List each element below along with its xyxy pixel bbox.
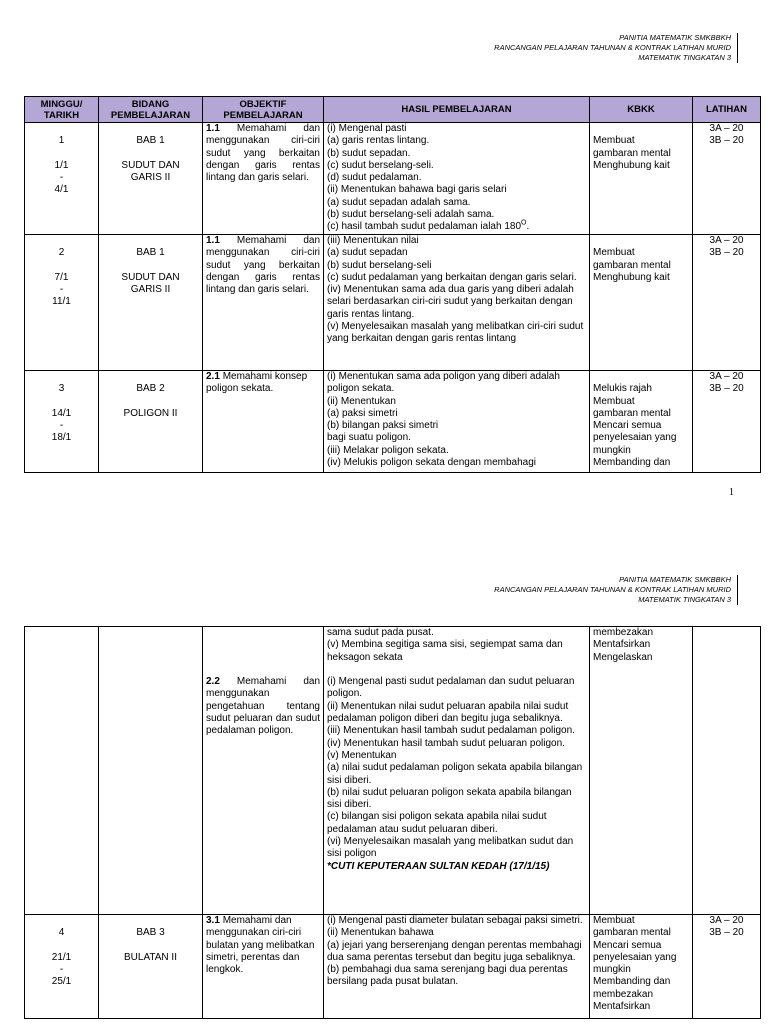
header-line-3: MATEMATIK TINGKATAN 3: [638, 53, 731, 62]
lesson-plan-table: [24, 96, 761, 473]
exercise-cell: 3A – 20 3B – 20: [693, 123, 761, 235]
col-objektif: OBJEKTIF PEMBELAJARAN: [203, 97, 324, 123]
col-minggu: MINGGU/ TARIKH: [25, 97, 99, 123]
header-line-1: PANITIA MATEMATIK SMKBBKH: [619, 575, 731, 584]
outcome-cell: sama sudut pada pusat. (v) Membina segitiga sama sisi, segiempat sama dan heksagon sekata (i) Mengenal pasti sudut pedalaman dan sudut peluaran poligon. (ii) Menentukan nilai sudut peluaran apabila nilai sudut pedalaman poligon diberi dan begitu juga sebaliknya. (iii) Menentukan hasil tambah sudut pedalaman poligon. (iv) Menentukan hasil tambah sudut peluaran poligon. (v) Menentukan (a) nilai sudut pedalaman poligon sekata apabila bilangan sisi diberi. (b) nilai sudut peluaran poligon sekata apabila bilangan sisi diberi. (c) bilangan sisi poligon sekata apabila nilai sudut pedalaman atau sudut peluaran diberi. (vi) Menyelesaikan masalah yang melibatkan sudut dan sisi poligon *CUTI KEPUTERAAN SULTAN KEDAH (17/1/15): [324, 627, 590, 915]
col-bidang: BIDANG PEMBELAJARAN: [99, 97, 203, 123]
week-cell: 2 7/1 - 11/1: [25, 235, 99, 371]
topic-cell: BAB 2 POLIGON II: [99, 371, 203, 473]
exercise-cell: 3A – 20 3B – 20: [693, 235, 761, 371]
topic-cell: BAB 1 SUDUT DAN GARIS II: [99, 235, 203, 371]
header-line-2: RANCANGAN PELAJARAN TAHUNAN & KONTRAK LATIHAN MURID: [494, 585, 731, 594]
lesson-plan-table-continued: [24, 626, 761, 1019]
page-number: 1: [729, 487, 734, 498]
col-kbkk: KBKK: [590, 97, 693, 123]
col-latihan: LATIHAN: [693, 97, 761, 123]
outcome-cell: (i) Mengenal pasti diameter bulatan sebagai paksi simetri. (ii) Menentukan bahawa (a) jejari yang berserenjang dengan perentas membahagi dua sama perentas tersebut dan begitu juga sebaliknya. (b) pembahagi dua sama serenjang bagi dua perentas bersilang pada pusat bulatan.: [324, 915, 590, 1019]
table-row: [25, 371, 761, 473]
objective-cell: 1.1 Memahami dan menggunakan ciri-ciri sudut yang berkaitan dengan garis rentas lintang dan garis selari.: [203, 123, 324, 235]
header-line-2: RANCANGAN PELAJARAN TAHUNAN & KONTRAK LATIHAN MURID: [494, 43, 731, 52]
kbkk-cell: membezakan Mentafsirkan Mengelaskan: [590, 627, 693, 915]
topic-cell: BAB 1 SUDUT DAN GARIS II: [99, 123, 203, 235]
kbkk-cell: Membuat gambaran mental Menghubung kait: [590, 235, 693, 371]
objective-cell: 2.1 Memahami konsep poligon sekata.: [203, 371, 324, 473]
week-cell: 3 14/1 - 18/1: [25, 371, 99, 473]
objective-cell: 3.1 Memahami dan menggunakan ciri-ciri bulatan yang melibatkan simetri, perentas dan lengkok.: [203, 915, 324, 1019]
table-row: [25, 123, 761, 235]
topic-cell: BAB 3 BULATAN II: [99, 915, 203, 1019]
week-cell: 4 21/1 - 25/1: [25, 915, 99, 1019]
exercise-cell: 3A – 20 3B – 20: [693, 915, 761, 1019]
table-row: [25, 915, 761, 1019]
kbkk-cell: Membuat gambaran mental Menghubung kait: [590, 123, 693, 235]
table-row: [25, 235, 761, 371]
objective-cell: 1.1 Memahami dan menggunakan ciri-ciri sudut yang berkaitan dengan garis rentas lintang dan garis selari.: [203, 235, 324, 371]
table-row: [25, 627, 761, 915]
col-hasil: HASIL PEMBELAJARAN: [324, 97, 590, 123]
page-header: [494, 33, 738, 63]
outcome-cell: (i) Menentukan sama ada poligon yang diberi adalah poligon sekata. (ii) Menentukan (a) paksi simetri (b) bilangan paksi simetri bagi suatu poligon. (iii) Melakar poligon sekata. (iv) Melukis poligon sekata dengan membahagi: [324, 371, 590, 473]
kbkk-cell: Membuat gambaran mental Mencari semua penyelesaian yang mungkin Membanding dan membezakan Mentafsirkan: [590, 915, 693, 1019]
header-line-1: PANITIA MATEMATIK SMKBBKH: [619, 33, 731, 42]
objective-cell: 2.2 Memahami dan menggunakan pengetahuan tentang sudut peluaran dan sudut pedalaman poligon.: [203, 627, 324, 915]
outcome-cell: (iii) Menentukan nilai (a) sudut sepadan (b) sudut berselang-seli (c) sudut pedalaman yang berkaitan dengan garis selari. (iv) Menentukan sama ada dua garis yang diberi adalah selari berdasarkan ciri-ciri sudut yang berkaitan dengan garis rentas lintang. (v) Menyelesaikan masalah yang melibatkan ciri-ciri sudut yang berkaitan dengan garis rentas lintang: [324, 235, 590, 371]
exercise-cell: [693, 627, 761, 915]
kbkk-cell: Melukis rajah Membuat gambaran mental Mencari semua penyelesaian yang mungkin Membanding dan: [590, 371, 693, 473]
holiday-note: *CUTI KEPUTERAAN SULTAN KEDAH (17/1/15): [327, 860, 550, 872]
topic-cell: [99, 627, 203, 915]
week-cell: [25, 627, 99, 915]
week-cell: 1 1/1 - 4/1: [25, 123, 99, 235]
header-line-3: MATEMATIK TINGKATAN 3: [638, 595, 731, 604]
outcome-cell: (i) Mengenal pasti (a) garis rentas lintang. (b) sudut sepadan. (c) sudut berselang-seli. (d) sudut pedalaman. (ii) Menentukan bahawa bagi garis selari (a) sudut sepadan adalah sama. (b) sudut berselang-seli adalah sama. (c) hasil tambah sudut pedalaman ialah $180^O$.: [324, 123, 590, 235]
exercise-cell: 3A – 20 3B – 20: [693, 371, 761, 473]
table-header-row: [25, 97, 761, 123]
page-header: [494, 575, 738, 605]
